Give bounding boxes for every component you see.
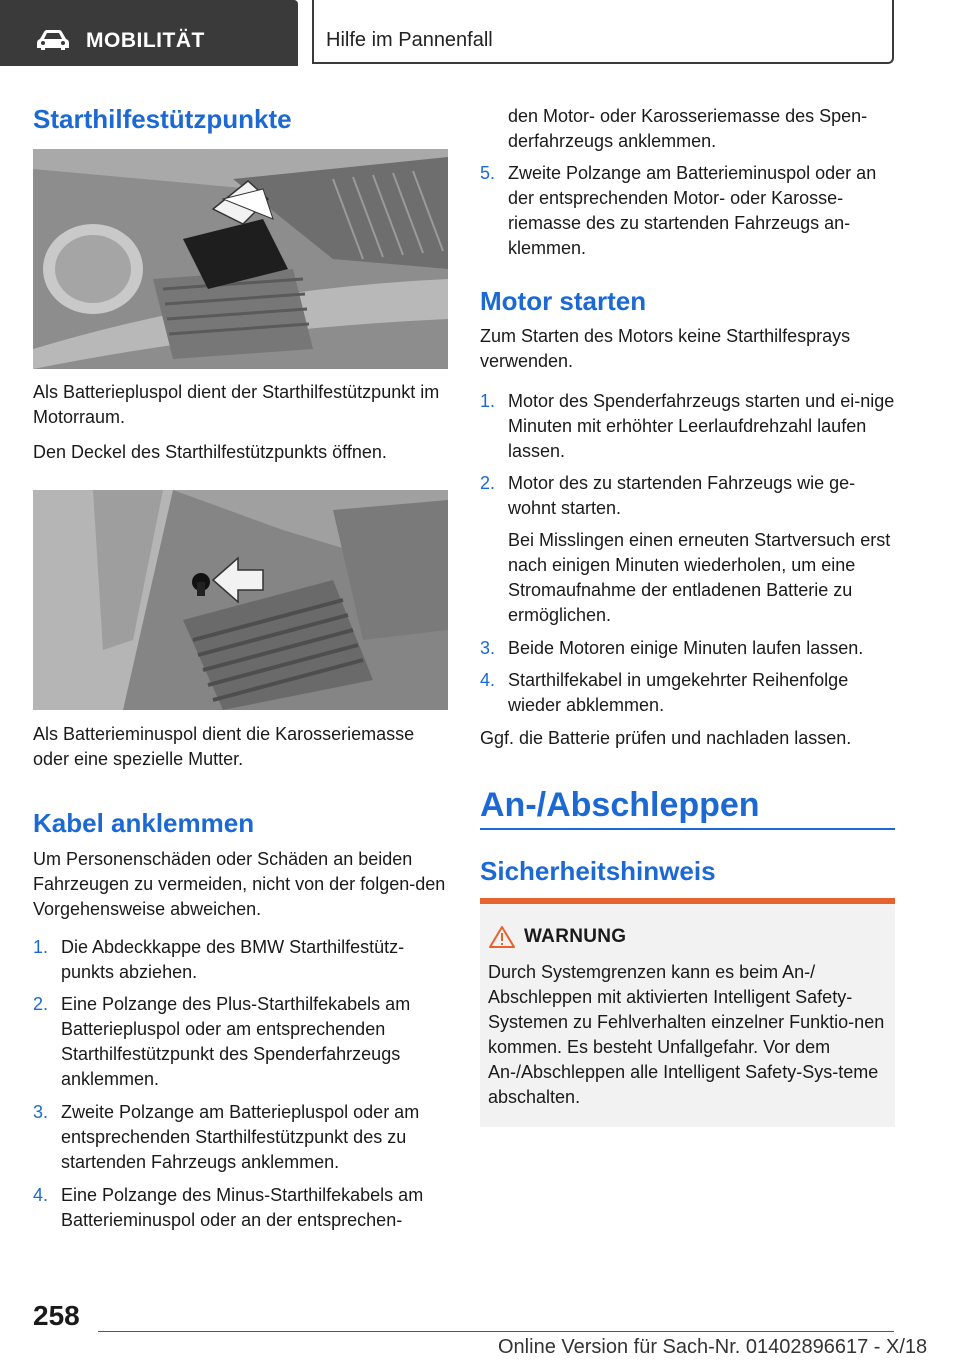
footer-text: Online Version für Sach-Nr. 01402896617 - X/18 — [498, 1336, 928, 1358]
page-number: 258 — [33, 1300, 80, 1331]
engine-bay-image-2 — [33, 490, 448, 710]
heading-starthilfestuetzpunkte: Starthilfestützpunkte — [33, 104, 292, 134]
chapter-tab — [312, 0, 894, 64]
paragraph-pluspol: Als Batteriepluspol dient der Starthilfestützpunkt im Motorraum. — [33, 382, 440, 427]
heading-kabel-anklemmen: Kabel anklemmen — [33, 808, 255, 838]
footer-rule — [98, 1331, 894, 1332]
section-title: MOBILITÄT — [86, 29, 205, 52]
warning-title: WARNUNG — [524, 926, 627, 947]
paragraph-starthilfesprays: Zum Starten des Motors keine Starthilfesprays verwenden. — [480, 326, 851, 371]
heading-sicherheitshinweis: Sicherheitshinweis — [480, 856, 716, 886]
heading-motor-starten: Motor starten — [480, 286, 647, 316]
paragraph-vorgehensweise: Um Personenschäden oder Schäden an beiden Fahrzeugen zu vermeiden, nicht von der folgen-den Vorgehensweise abweichen. — [33, 849, 446, 919]
paragraph-batterie-pruefen: Ggf. die Batterie prüfen und nachladen lassen. — [480, 728, 852, 748]
chapter-title: Hilfe im Pannenfall — [326, 29, 493, 51]
warning-icon — [489, 926, 515, 953]
heading-rule — [480, 828, 895, 830]
heading-an-abschleppen: An-/Abschleppen — [480, 786, 760, 824]
paragraph-deckel: Den Deckel des Starthilfestützpunkts öffnen. — [33, 442, 387, 462]
car-icon — [36, 29, 70, 56]
engine-bay-image-1 — [33, 149, 448, 369]
paragraph-minuspol: Als Batterieminuspol dient die Karosseriemasse oder eine spezielle Mutter. — [33, 724, 415, 769]
warning-bar — [480, 898, 895, 904]
warning-text: Durch Systemgrenzen kann es beim An-/ Abschleppen mit aktivierten Intelligent Safety-Systemen zu Fehlverhalten einzelner Funktio-nen kommen. Es besteht Unfallgefahr. Vor dem An-/Abschleppen alle Intelligent Safety-Sys-teme abschalten. — [488, 962, 885, 1107]
section-tab — [0, 0, 298, 66]
warning-box — [480, 898, 895, 1127]
